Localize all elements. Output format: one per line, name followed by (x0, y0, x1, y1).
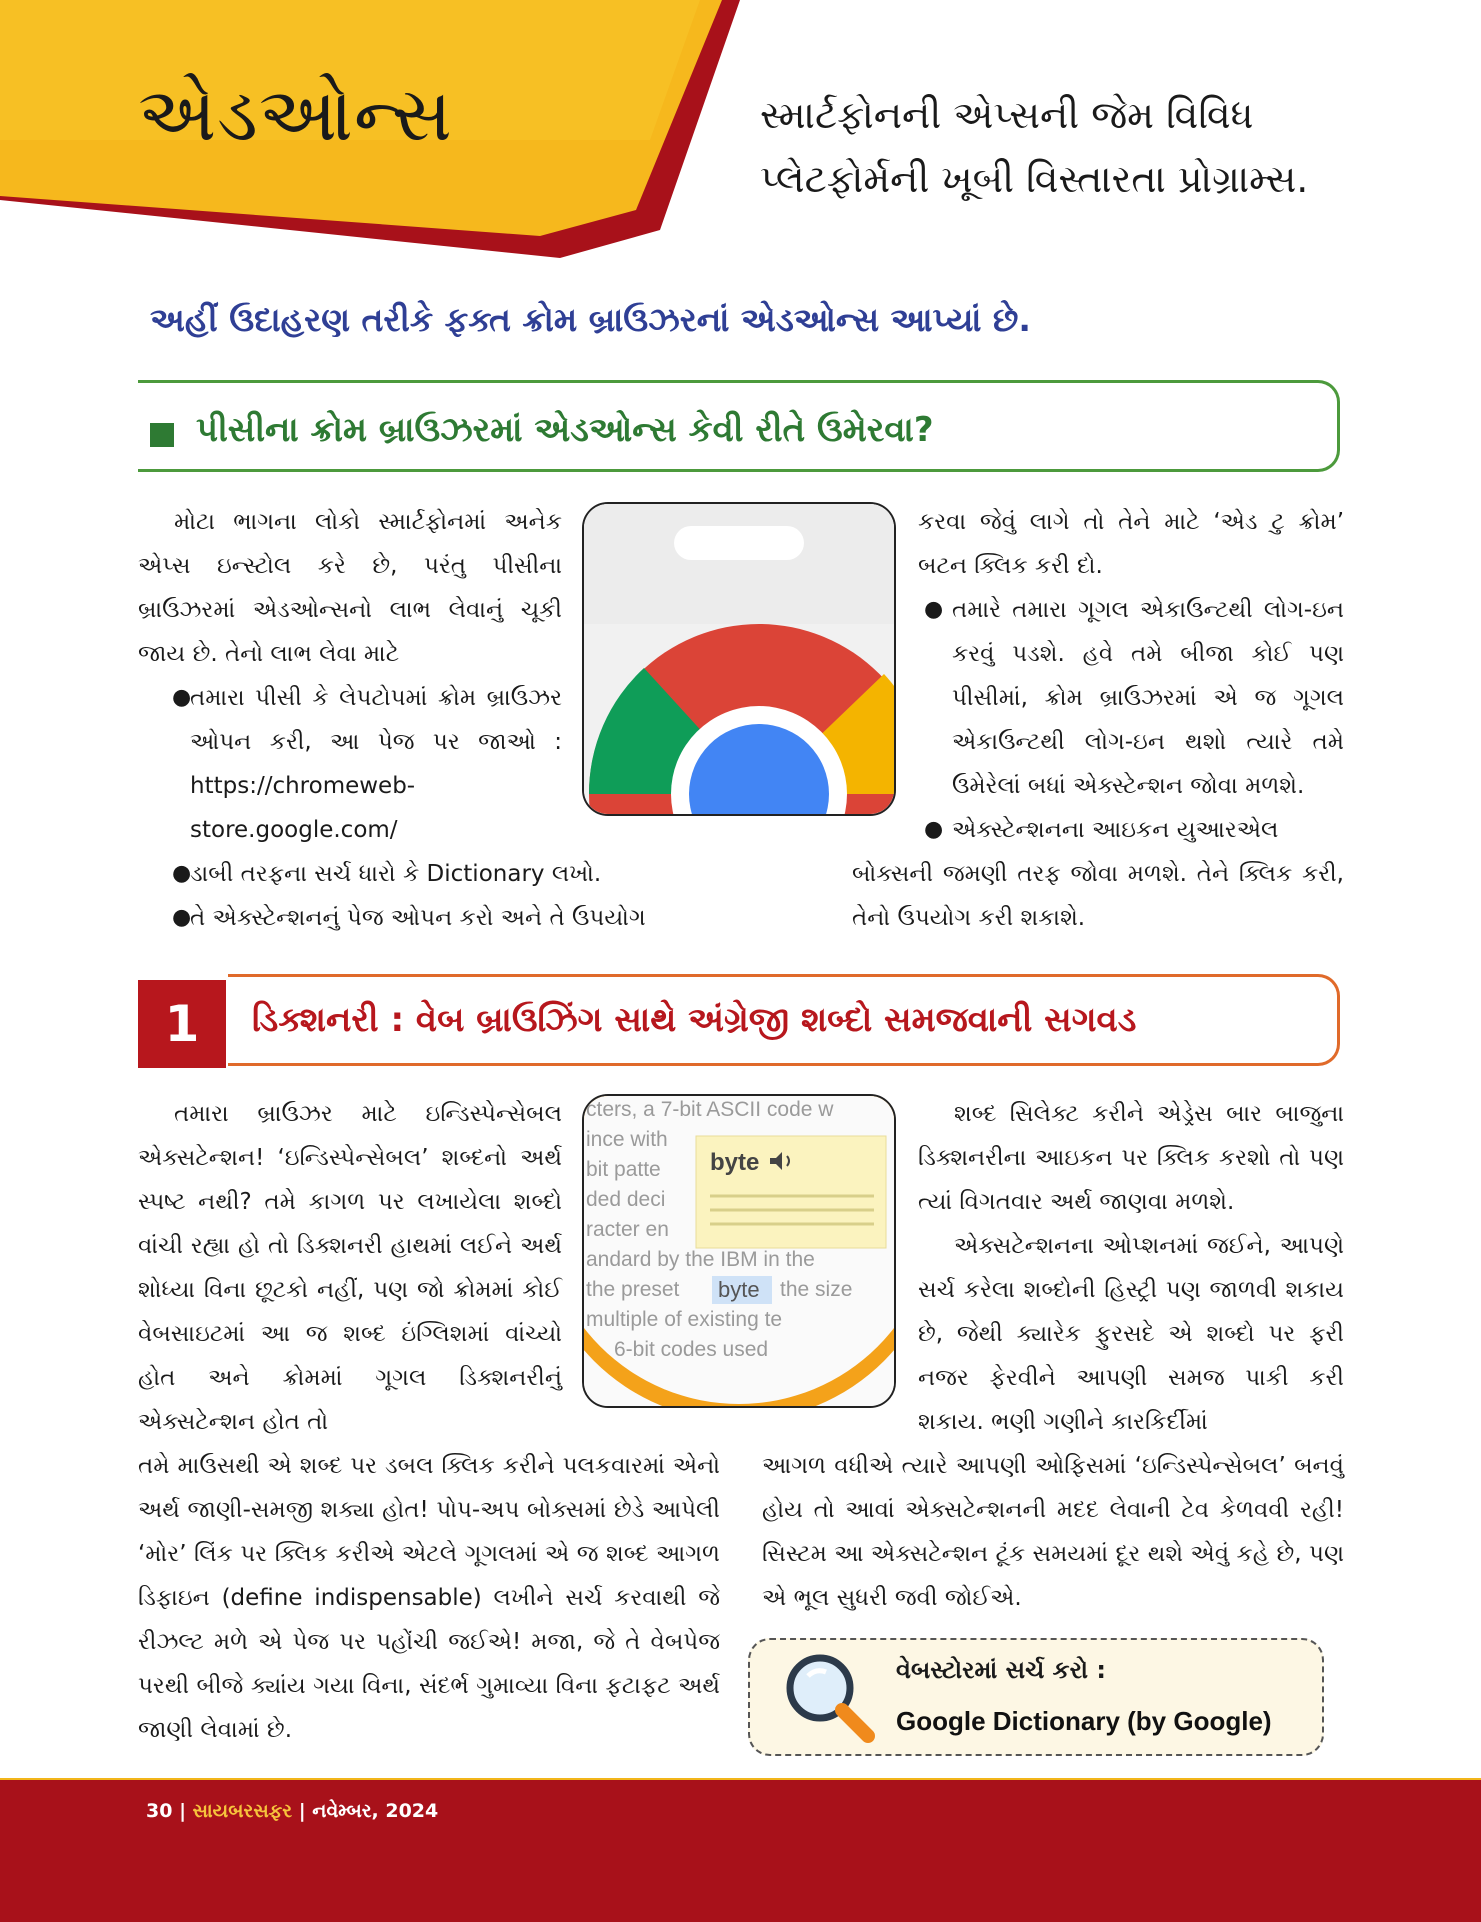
section2-title: ડિક્શનરી : વેબ બ્રાઉઝિંગ સાથે અંગ્રેજી શબ્દો સમજવાની સગવડ (252, 1000, 1137, 1040)
magnifier-icon (778, 1648, 878, 1748)
bullet-text: તે એક્સ્ટેન્શનનું પેજ ઓપન કરો અને તે ઉપયોગ (190, 905, 646, 931)
image-bg-line: bit patte (586, 1158, 661, 1181)
footer-issue: નવેમ્બર, 2024 (312, 1800, 439, 1822)
image-bg-line: the size (780, 1278, 853, 1301)
section1-column1 (138, 500, 562, 676)
dictionary-popup-image (582, 1094, 896, 1408)
section1-bullet5-b (852, 852, 1344, 940)
image-bg-line: multiple of existing te (586, 1308, 783, 1331)
image-bg-line: cters, a 7-bit ASCII code w (586, 1098, 834, 1121)
image-highlight-word: byte (718, 1277, 760, 1302)
section1-square-icon (150, 423, 174, 447)
bullet-item (138, 896, 738, 940)
section2-column3 (918, 1092, 1344, 1444)
bullet-icon: ● (172, 905, 192, 930)
section2-col3-continued-paragraph: આગળ વધીએ ત્યારે આપણી ઓફિસમાં ‘ઇન્ડિસ્પેન્સેબલ’ બનવું હોય તો આવાં એક્સટેન્શનની મદદ લેવાની ટેવ કેળવવી રહી! સિસ્ટમ આ એક્સટેન્શન ટૂંક સમયમાં દૂર થશે એવું કહે છે, પણ એ ભૂલ સુધરી જવી જોઈએ. (762, 1453, 1344, 1611)
image-bg-line: ince with (586, 1128, 668, 1151)
image-bg-line: 6-bit codes used (614, 1338, 769, 1361)
footer-separator: | (179, 1800, 193, 1822)
section1-column3 (918, 500, 1344, 808)
section1-bullets-b (138, 852, 738, 940)
bullet-icon: ● (172, 685, 192, 710)
search-callout-value: Google Dictionary (by Google) (896, 1706, 1272, 1736)
section2-col3-paragraph1: શબ્દ સિલેક્ટ કરીને એડ્રેસ બાર બાજુના ડિક્શનરીના આઇકન પર ક્લિક કરશો તો પણ ત્યાં વિગતવાર અર્થ જાણવા મળશે. (918, 1101, 1344, 1215)
image-bg-line: andard by the IBM in the (586, 1248, 815, 1271)
footer-separator: | (298, 1800, 313, 1822)
image-bg-line: the preset (586, 1278, 680, 1301)
section2-col3-paragraph2: એક્સટેન્શનના ઓપ્શનમાં જઈને, આપણે સર્ચ કરેલા શબ્દોની હિસ્ટ્રી પણ જાળવી શકાય છે, જેથી ક્યારેક ફુરસદે એ શબ્દો પર ફરી નજર ફેરવીને આપણી સમજ પાકી કરી શકાય. ભણી ગણીને કારકિર્દીમાં (918, 1233, 1344, 1435)
bullet-icon: ● (172, 861, 192, 886)
image-popup-word: byte (710, 1149, 760, 1176)
bullet-item (138, 676, 562, 852)
page-title: એડઓન્સ (138, 72, 453, 158)
bullet-icon: ● (924, 597, 944, 622)
footer-info (146, 1800, 438, 1822)
chrome-logo-image (582, 502, 896, 816)
footer-magazine-name: સાયબરસફર (192, 1800, 293, 1822)
bullet-icon: ● (924, 817, 944, 842)
bullet-text: એક્સ્ટેન્શનના આઇકન યુઆરએલ (952, 817, 1279, 843)
bullet-text: તમારે તમારા ગૂગલ એકાઉન્ટથી લોગ-ઇન કરવું પડશે. હવે તમે બીજા કોઈ પણ પીસીમાં, ક્રોમ બ્રાઉઝરમાં એ જ ગૂગલ એકાઉન્ટથી લોગ-ઇન થશો ત્યારે તમે ઉમેરેલાં બધાં એક્સ્ટેન્શન જોવા મળશે. (952, 597, 1344, 799)
footer-page-number: 30 (146, 1800, 173, 1822)
section2-column3-continued (762, 1444, 1344, 1620)
bullet-item (918, 588, 1344, 808)
intro-heading: અહીં ઉદાહરણ તરીકે ફક્ત ક્રોમ બ્રાઉઝરનાં એડઓન્સ આપ્યાં છે. (150, 300, 1031, 339)
bullet-text: તમારા પીસી કે લેપટોપમાં ક્રોમ બ્રાઉઝર ઓપન કરી, આ પેજ પર જાઓ : https://chromeweb-store.google.com/ (190, 685, 562, 843)
image-bg-line: racter en (586, 1218, 669, 1241)
header-subtitle-line2: પ્લેટફોર્મની ખૂબી વિસ્તારતા પ્રોગ્રામ્સ. (760, 157, 1309, 201)
section1-col3-paragraph: કરવા જેવું લાગે તો તેને માટે ‘એડ ટુ ક્રોમ’ બટન ક્લિક કરી દો. (918, 509, 1344, 579)
search-callout-label: વેબસ્ટોરમાં સર્ચ કરો : (896, 1656, 1106, 1684)
section2-number-badge: 1 (138, 980, 226, 1068)
section1-bullets-a (138, 676, 562, 852)
section2-column1-continued (138, 1444, 720, 1752)
image-bg-line: ded deci (586, 1188, 666, 1211)
bullet-continuation: બોક્સની જમણી તરફ જોવા મળશે. તેને ક્લિક કરી, તેનો ઉપયોગ કરી શકાશે. (852, 861, 1344, 931)
section1-intro-paragraph: મોટા ભાગના લોકો સ્માર્ટફોનમાં અનેક એપ્સ ઇન્સ્ટોલ કરે છે, પરંતુ પીસીના બ્રાઉઝરમાં એડઓન્સનો લાભ લેવાનું ચૂકી જાય છે. તેનો લાભ લેવા માટે (138, 509, 562, 667)
bullet-text: ડાબી તરફના સર્ચ ધારો કે Dictionary લખો. (190, 861, 602, 887)
section2-col1-paragraph: તમારા બ્રાઉઝર માટે ઇન્ડિસ્પેન્સેબલ એક્સટેન્શન! ‘ઇન્ડિસ્પેન્સેબલ’ શબ્દનો અર્થ સ્પષ્ટ નથી? તમે કાગળ પર લખાયેલા શબ્દો વાંચી રહ્યા હો તો ડિક્શનરી હાથમાં લઈને અર્થ શોધ્યા વિના છૂટકો નહીં, પણ જો ક્રોમમાં કોઈ વેબસાઇટમાં આ જ શબ્દ ઇંગ્લિશમાં વાંચ્યો હોત અને ક્રોમમાં ગૂગલ ડિક્શનરીનું એક્સટેન્શન હોત તો (138, 1101, 562, 1435)
header-subtitle-line1: સ્માર્ટફોનની એપ્સની જેમ વિવિધ (760, 93, 1254, 137)
section1-bullet5-a (918, 808, 1344, 852)
bullet-item (918, 808, 1344, 852)
bullet-item (138, 852, 738, 896)
section2-column1 (138, 1092, 562, 1444)
section2-col1-continued-paragraph: તમે માઉસથી એ શબ્દ પર ડબલ ક્લિક કરીને પલકવારમાં એનો અર્થ જાણી-સમજી શક્યા હોત! પોપ-અપ બોક્સમાં છેડે આપેલી ‘મોર’ લિંક પર ક્લિક કરીએ એટલે ગૂગલમાં એ જ શબ્દ આગળ ડિફાઇન (define indispensable) લખીને સર્ચ કરવાથી જે રીઝલ્ટ મળે એ પેજ પર પહોંચી જઈએ! મજા, જે તે વેબપેજ પરથી બીજે ક્યાંય ગયા વિના, સંદર્ભ ગુમાવ્યા વિના ફટાફટ અર્થ જાણી લેવામાં છે. (138, 1453, 720, 1743)
section1-title: પીસીના ક્રોમ બ્રાઉઝરમાં એડઓન્સ કેવી રીતે ઉમેરવા? (196, 410, 934, 450)
